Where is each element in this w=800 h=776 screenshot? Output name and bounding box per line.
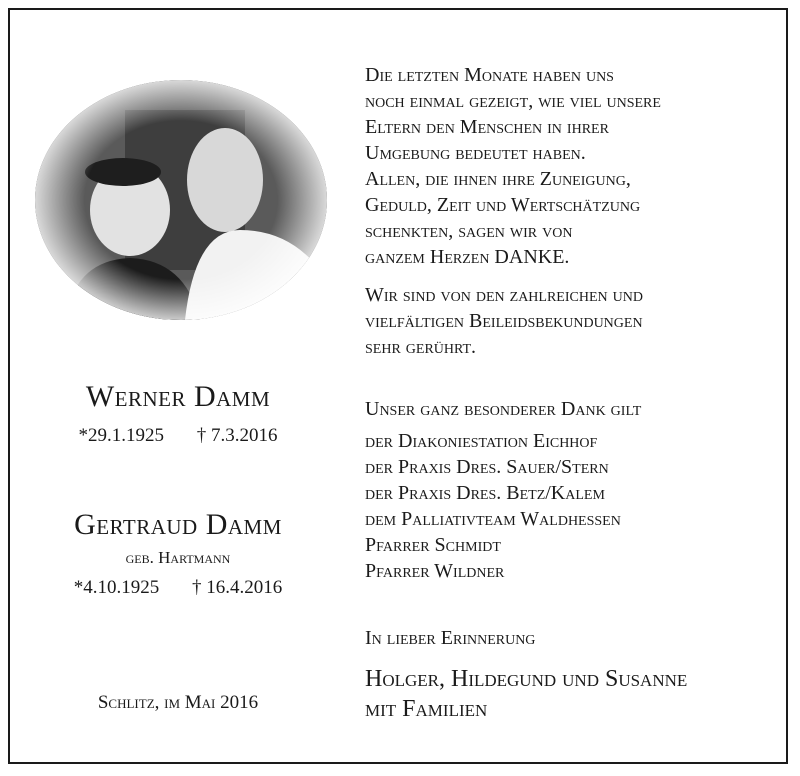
person2-maiden-name: geb. Hartmann [125,548,231,567]
text-line: vielfältigen Beileidsbekundungen [365,310,643,332]
list-item: der Diakoniestation Eichhof [365,430,598,452]
thanks-heading: Unser ganz besonderer Dank gilt [365,398,642,420]
text-line: ganzem Herzen DANKE. [365,246,570,268]
text-line: Umgebung bedeutet haben. [365,142,586,164]
memory-line: In lieber Erinnerung [365,627,536,649]
text-line: noch einmal gezeigt, wie viel unsere [365,90,661,112]
thanks-list [365,428,785,584]
signature-line: mit Familien [365,696,488,722]
text-line: Wir sind von den zahlreichen und [365,284,643,306]
text-line: Die letzten Monate haben uns [365,64,614,86]
person2-born: *4.10.1925 [73,577,160,598]
thanks-paragraph-1 [365,62,785,270]
list-item: Pfarrer Wildner [365,560,505,582]
signature-line: Holger, Hildegund und Susanne [365,666,688,692]
person1-born: *29.1.1925 [78,425,164,446]
person2-name: Gertraud Damm [74,508,282,541]
list-item: der Praxis Dres. Betz/Kalem [365,482,605,504]
text-line: Eltern den Menschen in ihrer [365,116,609,138]
couple-photo [35,80,327,320]
text-line: sehr gerührt. [365,336,477,358]
list-item: Pfarrer Schmidt [365,534,501,556]
person2-dates [0,577,356,599]
place-date: Schlitz, im Mai 2016 [97,692,259,713]
text-line: schenkten, sagen wir von [365,220,573,242]
person2-died: † 16.4.2016 [192,577,283,598]
person1-name: Werner Damm [85,380,271,413]
text-line: Allen, die ihnen ihre Zuneigung, [365,168,631,190]
list-item: der Praxis Dres. Sauer/Stern [365,456,609,478]
text-line: Geduld, Zeit und Wertschätzung [365,194,641,216]
thanks-paragraph-2 [365,282,785,360]
person1-died: † 7.3.2016 [196,425,278,446]
signature [365,664,785,724]
list-item: dem Palliativteam Waldhessen [365,508,621,530]
couple-photo-image [35,80,327,320]
person1-dates [0,425,356,447]
